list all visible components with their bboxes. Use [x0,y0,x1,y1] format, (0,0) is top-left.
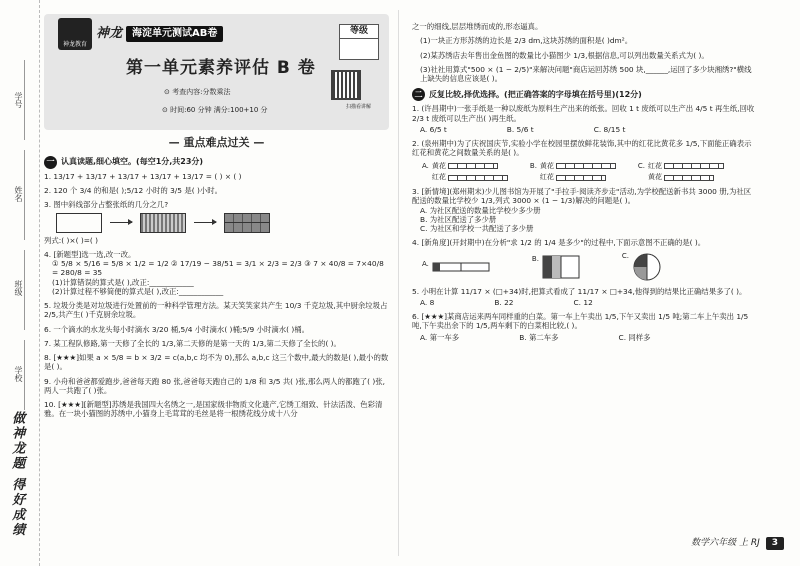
grade-box[interactable] [339,24,379,60]
question-7: 7. 某工程队修路,第一天修了全长的 1/3,第二天修的是第一天的 1/3,第二天修了全长的( )。 [44,338,341,348]
option-a[interactable]: A. 第一车多 [420,332,460,342]
arrow-icon [110,222,132,223]
fraction-circle-figure [632,252,662,282]
choice-question-5 [412,287,757,308]
exam-title: 第一单元素养评估 B 卷 [126,58,316,78]
choice-question-4-figures [422,252,757,282]
section-number: 一 [44,156,57,169]
option-b[interactable]: B. 第二车多 [519,332,559,342]
choice-question-6-text: 6. [★★★]某商店运来两车同样重的白菜。第一车上午卖出 1/5,下午又卖出 1/5 吨;第二车上午卖出 1/5 吨,下午卖出余下的 1/5,两车剩下的白菜相比较,( )。 [412,312,749,331]
course-label: 数学六年级 上 RJ [691,537,760,548]
question-1: 1. 13/17 + 13/17 + 13/17 + 13/17 + 13/17 = ( ) × ( ) [44,171,242,181]
question-4-text: 4. [新题型]选一选,改一改。 [44,249,136,259]
fraction-rect-figure [542,255,582,279]
option-a[interactable]: A. 6/5 t [420,124,447,134]
label-yellow: 黄花 [431,161,446,170]
margin-label-id: 学号 [14,92,23,108]
exam-content-point: ⊙ 考查内容:分数乘法 [164,88,231,96]
margin-label-name: 姓名 [14,186,23,202]
exam-meta: ⊙ 时间:60 分钟 满分:100+10 分 [162,106,268,114]
option-c[interactable]: C. 8/15 t [593,124,626,134]
choice-question-5-text: 5. 小明在计算 11/17 × (□+34)时,把算式看成了 11/17 × □+34,他得到的结果比正确结果多了( )。 [412,286,747,296]
option-b[interactable]: B. 黄花 红花 [530,162,616,183]
option-c[interactable]: C. [622,252,662,282]
exam-header [44,14,389,130]
label-yellow: 黄花 [539,161,554,170]
red-bar [448,175,508,181]
option-a[interactable]: A. 8 [420,297,435,307]
grade-label: 等级 [340,25,378,39]
choice-question-3 [412,187,757,233]
section-heading-1 [44,156,389,169]
question-3 [44,200,389,245]
binding-margin [0,0,40,566]
choice-question-2-text: 2. (泉州期中)为了庆祝国庆节,实验小学在校园里摆放鲜花装饰,其中的红花比黄花多 1/5,下面能正确表示红花和黄花之间数量关系的是( )。 [412,139,752,158]
choice-question-2-figures [422,162,757,183]
choice-question-1-options [420,125,757,134]
brand [58,18,223,50]
question-4-sub2[interactable]: (2)计算过程不够简便的算式是( ),改正:____________ [52,286,224,296]
option-a[interactable]: A. 黄花 红花 [422,162,508,183]
label-red: 红花 [648,161,663,170]
option-a[interactable]: A. 为社区配送的数量比学校少多少册 [420,205,541,215]
red-bar [556,175,606,181]
page-number: 3 [766,537,784,550]
right-column [412,20,757,560]
question-10: 10. [★★★][新题型]苏绣是我国四大名绣之一,是国家级非物质文化遗产,它绣工细致、针法活泼、色彩清雅。在一块小猫图的苏绣中,小猫身上毛茸茸的毛丝是将一根绣花线分成十八分 [44,400,383,419]
question-4-sub1[interactable]: (1)计算错误的算式是( ),改正:____________ [52,277,194,287]
choice-question-4-text: 4. [新角度](开封期中)在分析"求 1/2 的 1/4 是多少"的过程中,下面示意图不正确的是( )。 [412,238,706,248]
question-2: 2. 120 个 3/4 的和是( );5/12 小时的 3/5 是( )小时。 [44,186,223,195]
red-bar [664,163,724,169]
option-c[interactable]: C. 为社区和学校一共配送了多少册 [420,224,534,233]
question-3-text: 3. 图中斜线部分占整张纸的几分之几? [44,200,169,210]
option-a[interactable]: A. [422,260,492,274]
margin-label-class: 班级 [14,280,23,296]
blank-rectangle [56,213,102,233]
option-c[interactable]: C. 同样多 [618,332,651,342]
question-8: 8. [★★★]如果 a × 5/8 = b × 3/2 = c(a,b,c 均不为 0),那么 a,b,c 这三个数中,最大的数是( ),最小的数是( )。 [44,353,389,372]
choice-question-4 [412,238,757,281]
label-red: 红花 [431,173,446,182]
page-divider [398,10,399,556]
choice-question-6-options [420,333,757,342]
arrow-icon [194,222,216,223]
section-title: 反复比较,择优选择。(把正确答案的字母填在括号里)(12分) [429,89,642,99]
option-b[interactable]: B. [532,255,582,279]
question-4-items: ① 5/8 × 5/16 = 5/8 × 1/2 = 1/2 ② 17/19 − 38/51 = 3/1 × 2/3 = 2/3 ③ 7 × 40/8 = 7×40/8 = 280/8 = 35 [52,259,384,278]
section-banner: — 重点难点过关 — [168,136,265,149]
qr-code-icon[interactable] [331,70,361,100]
choice-question-2 [412,139,757,182]
label-red: 红花 [539,173,554,182]
brand-logo-icon: 神龙教育 [58,18,92,50]
gridded-rectangle [224,213,270,233]
margin-label-school: 学校 [14,366,23,382]
yellow-bar [556,163,616,169]
question-3-formula: 列式:( )×( )=( ) [44,235,99,245]
question-10-sub2: (2)某苏绣店去年售出金鱼图的数量比小猫图少 1/3,根据信息,可以列出数量关系式为( )。 [420,50,709,60]
question-4 [44,250,389,296]
option-c[interactable]: C. 红花 黄花 [638,162,724,183]
question-5: 5. 垃圾分类是对垃圾进行处置前的一种科学管理方法。某天笑笑家共产生 10/3 千克垃圾,其中厨余垃圾占 2/5,共产生( )千克厨余垃圾。 [44,301,388,320]
choice-question-6 [412,312,757,342]
series-name: 海淀单元测试AB卷 [126,26,223,43]
question-9: 9. 小舟和爸爸都爱跑步,爸爸每天跑 80 张,爸爸每天跑自己的 1/8 和 3/5 共( )张,那么两人的都跑了( )张,两人一共跑了( )张。 [44,376,385,395]
question-10-sub1: (1)一块正方形苏绣的边长是 2/3 dm,这块苏绣的面积是( )dm²。 [420,36,633,46]
yellow-bar [448,163,498,169]
section-heading-2 [412,88,757,101]
label-yellow: 黄花 [648,173,663,182]
question-10-continued: 之一的细线,层层堆绣而成的,形态逼真。 [412,22,543,31]
option-b[interactable]: B. 5/6 t [506,124,534,134]
choice-question-1-text: 1. (许昌期中)一张手纸是一种以废纸为原料生产出来的纸张。回收 1 t 废纸可以生产出 4/5 t 再生纸,回收 2/3 t 废纸可以生产出( )再生纸。 [412,104,755,123]
choice-question-1 [412,104,757,134]
qr-caption: 扫描看讲解 [345,104,371,110]
page-footer [691,537,784,550]
option-c[interactable]: C. 12 [573,297,593,307]
brand-name: 神龙 [96,25,123,41]
choice-question-5-options [420,298,757,307]
section-title: 认真读题,细心填空。(每空1分,共23分) [61,157,204,167]
question-6: 6. 一个滴水的水龙头每小时滴水 3/20 桶,5/4 小时滴水( )桶;5/9 小时滴水( )桶。 [44,324,310,334]
option-b[interactable]: B. 22 [494,297,514,307]
striped-rectangle [140,213,186,233]
margin-slogan: 做神龙题 得好成绩 [9,411,25,538]
section-number: 二 [412,88,425,101]
question-3-figure [56,213,389,233]
choice-question-3-text: 3. [新情境](郑州期末)少儿图书馆为开展了"手拉手·阅读齐步走"活动,为学校配送新书共 3000 册,为社区配送的数量比学校少 1/3,列式 3000 × (1 − 1/3)解决的问题是( )。 [412,187,752,206]
left-column [44,14,389,562]
question-10-sub3: (3)社社用算式"500 × (1 − 2/5)"来解决问题"商店运回苏绣 500 块,______,运回了多少块湘绣?"横线上缺失的信息应该是( )。 [420,64,752,83]
yellow-bar [664,175,714,181]
fraction-bar-figure [432,260,492,274]
option-b[interactable]: B. 为社区配送了多少册 [420,214,497,224]
